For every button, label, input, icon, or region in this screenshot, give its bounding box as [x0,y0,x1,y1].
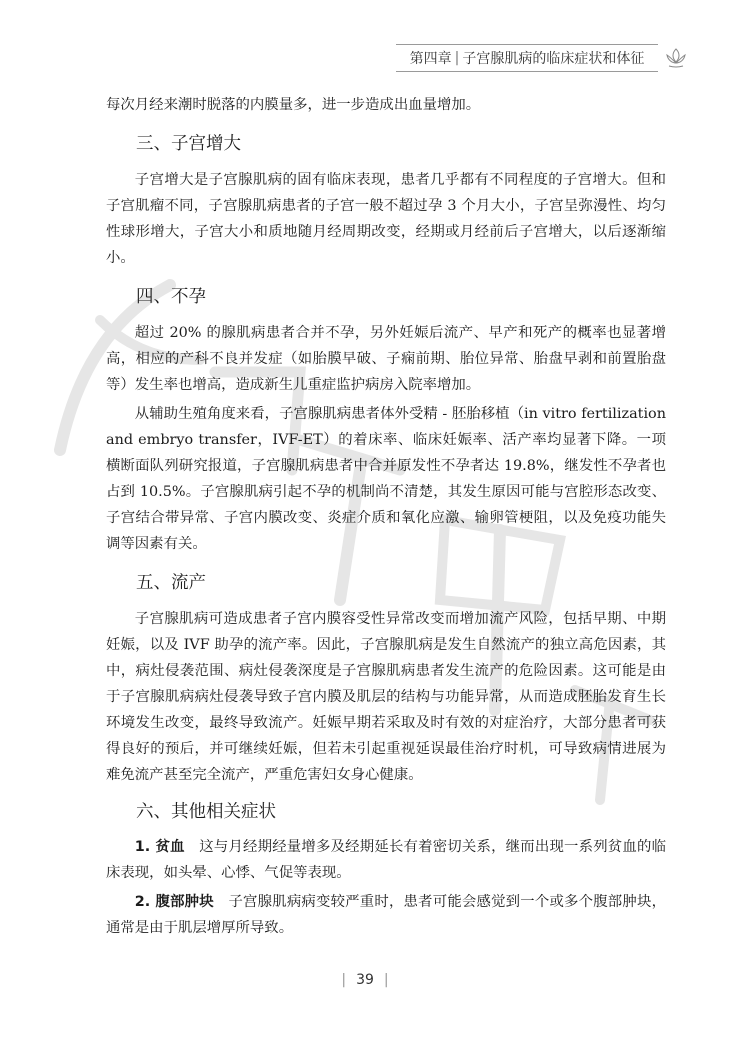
item-anemia-label: 1. 贫血 [134,839,185,855]
page-number-value: 39 [356,972,374,988]
lotus-icon [664,47,688,69]
item-abdominal-mass [106,889,666,941]
page-number-bar-right: | [383,972,389,988]
header-title: 子宫腺肌病的临床症状和体征 [462,51,645,67]
running-header [396,44,658,72]
intro-paragraph: 每次月经来潮时脱落的内膜量多，进一步造成出血量增加。 [106,97,481,113]
heading-infertility: 四、不孕 [136,287,206,307]
paragraph-infertility-2: 从辅助生殖角度来看，子宫腺肌病患者体外受精 - 胚胎移植（in vitro fertilization and embryo transfer，IVF-ET）的着床率、临床妊娠率、活产率均显著下降。一项横断面队列研究报道，子宫腺肌病患者中合并原发性不孕者达 19.8%，继发性不孕者也占到 10.5%。子宫腺肌病引起不孕的机制尚不清楚，其发生原因可能与宫腔形态改变、子宫结合带异常、子宫内膜改变、炎症介质和氧化应激、输卵管梗阻，以及免疫功能失调等因素有关。 [106,406,666,552]
heading-other-symptoms: 六、其他相关症状 [136,802,276,822]
page-body [106,92,666,941]
page-number [0,972,730,988]
paragraph-uterine-enlargement: 子宫增大是子宫腺肌病的固有临床表现，患者几乎都有不同程度的子宫增大。但和子宫肌瘤不同，子宫腺肌病患者的子宫一般不超过孕 3 个月大小，子宫呈弥漫性、均匀性球形增大，子宫大小和质地随月经周期改变，经期或月经前后子宫增大，以后逐渐缩小。 [106,172,666,266]
item-anemia [106,834,666,886]
heading-miscarriage: 五、流产 [136,573,206,593]
paragraph-miscarriage: 子宫腺肌病可造成患者子宫内膜容受性异常改变而增加流产风险，包括早期、中期妊娠，以及 IVF 助孕的流产率。因此，子宫腺肌病是发生自然流产的独立高危因素，其中，病灶侵袭范围、病灶侵袭深度是子宫腺肌病患者发生流产的危险因素。这可能是由于子宫腺肌病病灶侵袭导致子宫内膜及肌层的结构与功能异常，从而造成胚胎发育生长环境发生改变，最终导致流产。妊娠早期若采取及时有效的对症治疗，大部分患者可获得良好的预后，并可继续妊娠，但若未引起重视延误最佳治疗时机，可导致病情进展为难免流产甚至完全流产，严重危害妇女身心健康。 [106,611,666,783]
header-separator: | [454,50,460,66]
heading-uterine-enlargement: 三、子宫增大 [136,134,241,154]
paragraph-infertility-1: 超过 20% 的腺肌病患者合并不孕，另外妊娠后流产、早产和死产的概率也显著增高，相应的产科不良并发症（如胎膜早破、子痫前期、胎位异常、胎盘早剥和前置胎盘等）发生率也增高，造成新生儿重症监护病房入院率增加。 [106,325,666,393]
item-abdominal-mass-text: 子宫腺肌病病变较严重时，患者可能会感觉到一个或多个腹部肿块，通常是由于肌层增厚所导致。 [106,894,666,936]
item-abdominal-mass-label: 2. 腹部肿块 [134,894,214,910]
item-anemia-text: 这与月经期经量增多及经期延长有着密切关系，继而出现一系列贫血的临床表现，如头晕、心悸、气促等表现。 [106,839,666,881]
page-number-bar-left: | [341,972,347,988]
header-chapter: 第四章 [409,51,452,67]
